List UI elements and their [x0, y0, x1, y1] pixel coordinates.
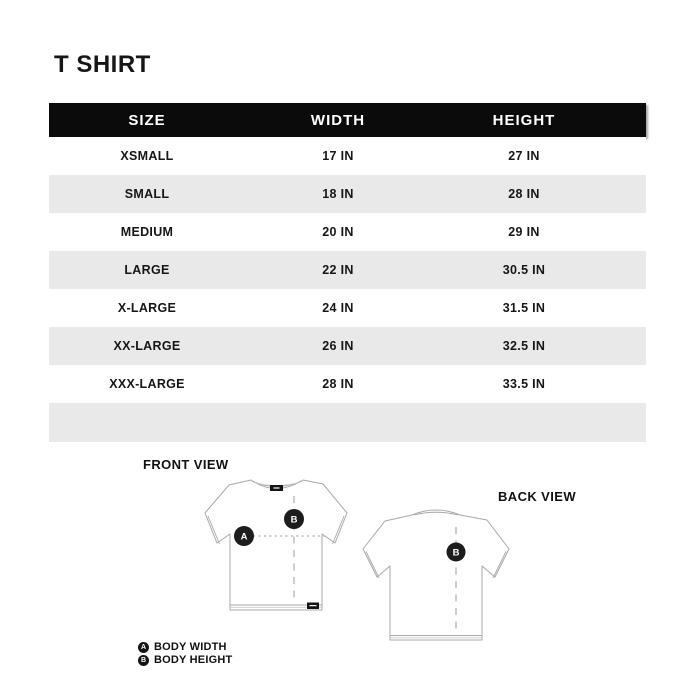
cell-width: 18 IN	[322, 187, 354, 201]
cell-size: XSMALL	[120, 149, 174, 163]
legend-item-body-height	[138, 654, 232, 666]
size-table	[49, 103, 646, 442]
cell-width: 22 IN	[322, 263, 354, 277]
table-row	[49, 213, 646, 251]
size-table-header-row	[49, 103, 646, 137]
legend-marker-letter: B	[140, 656, 147, 664]
legend-item-body-width	[138, 641, 232, 653]
table-row	[49, 365, 646, 403]
marker-b-letter: B	[290, 514, 298, 526]
header-width: WIDTH	[310, 111, 366, 129]
legend-label: BODY WIDTH	[154, 641, 227, 653]
marker-a-icon	[138, 642, 149, 653]
cell-size: LARGE	[124, 263, 170, 277]
cell-height: 27 IN	[508, 149, 540, 163]
legend-label: BODY HEIGHT	[154, 654, 233, 666]
table-row	[49, 327, 646, 365]
table-row	[49, 137, 646, 175]
table-row	[49, 289, 646, 327]
table-row	[49, 251, 646, 289]
front-hem-tag-mark	[310, 605, 317, 606]
back-shirt-outline	[363, 510, 509, 640]
cell-height: 30.5 IN	[502, 263, 546, 277]
cell-size: X-LARGE	[117, 301, 177, 315]
header-height: HEIGHT	[492, 111, 556, 129]
cell-size: MEDIUM	[120, 225, 174, 239]
page-title: T SHIRT	[54, 51, 151, 78]
table-footer-band	[49, 403, 646, 442]
back-view-diagram	[356, 502, 516, 647]
header-size: SIZE	[128, 111, 166, 129]
cell-height: 29 IN	[508, 225, 540, 239]
marker-a-letter: A	[240, 531, 248, 543]
cell-width: 20 IN	[322, 225, 354, 239]
cell-width: 17 IN	[322, 149, 354, 163]
cell-size: XXX-LARGE	[109, 377, 185, 391]
front-view-diagram	[196, 470, 356, 615]
back-view-label: BACK VIEW	[498, 489, 576, 504]
legend-marker-letter: A	[140, 643, 147, 651]
cell-height: 32.5 IN	[502, 339, 546, 353]
cell-size: XX-LARGE	[113, 339, 181, 353]
front-shirt-outline	[205, 480, 347, 610]
cell-height: 33.5 IN	[502, 377, 546, 391]
cell-width: 26 IN	[322, 339, 354, 353]
cell-height: 31.5 IN	[502, 301, 546, 315]
cell-width: 28 IN	[322, 377, 354, 391]
cell-width: 24 IN	[322, 301, 354, 315]
cell-height: 28 IN	[508, 187, 540, 201]
cell-size: SMALL	[124, 187, 170, 201]
back-marker-b-letter: B	[452, 547, 460, 559]
front-neck-tag-mark	[274, 487, 280, 488]
measurement-legend	[138, 641, 232, 667]
table-row	[49, 175, 646, 213]
marker-b-icon	[138, 655, 149, 666]
front-view-label: FRONT VIEW	[143, 457, 229, 472]
